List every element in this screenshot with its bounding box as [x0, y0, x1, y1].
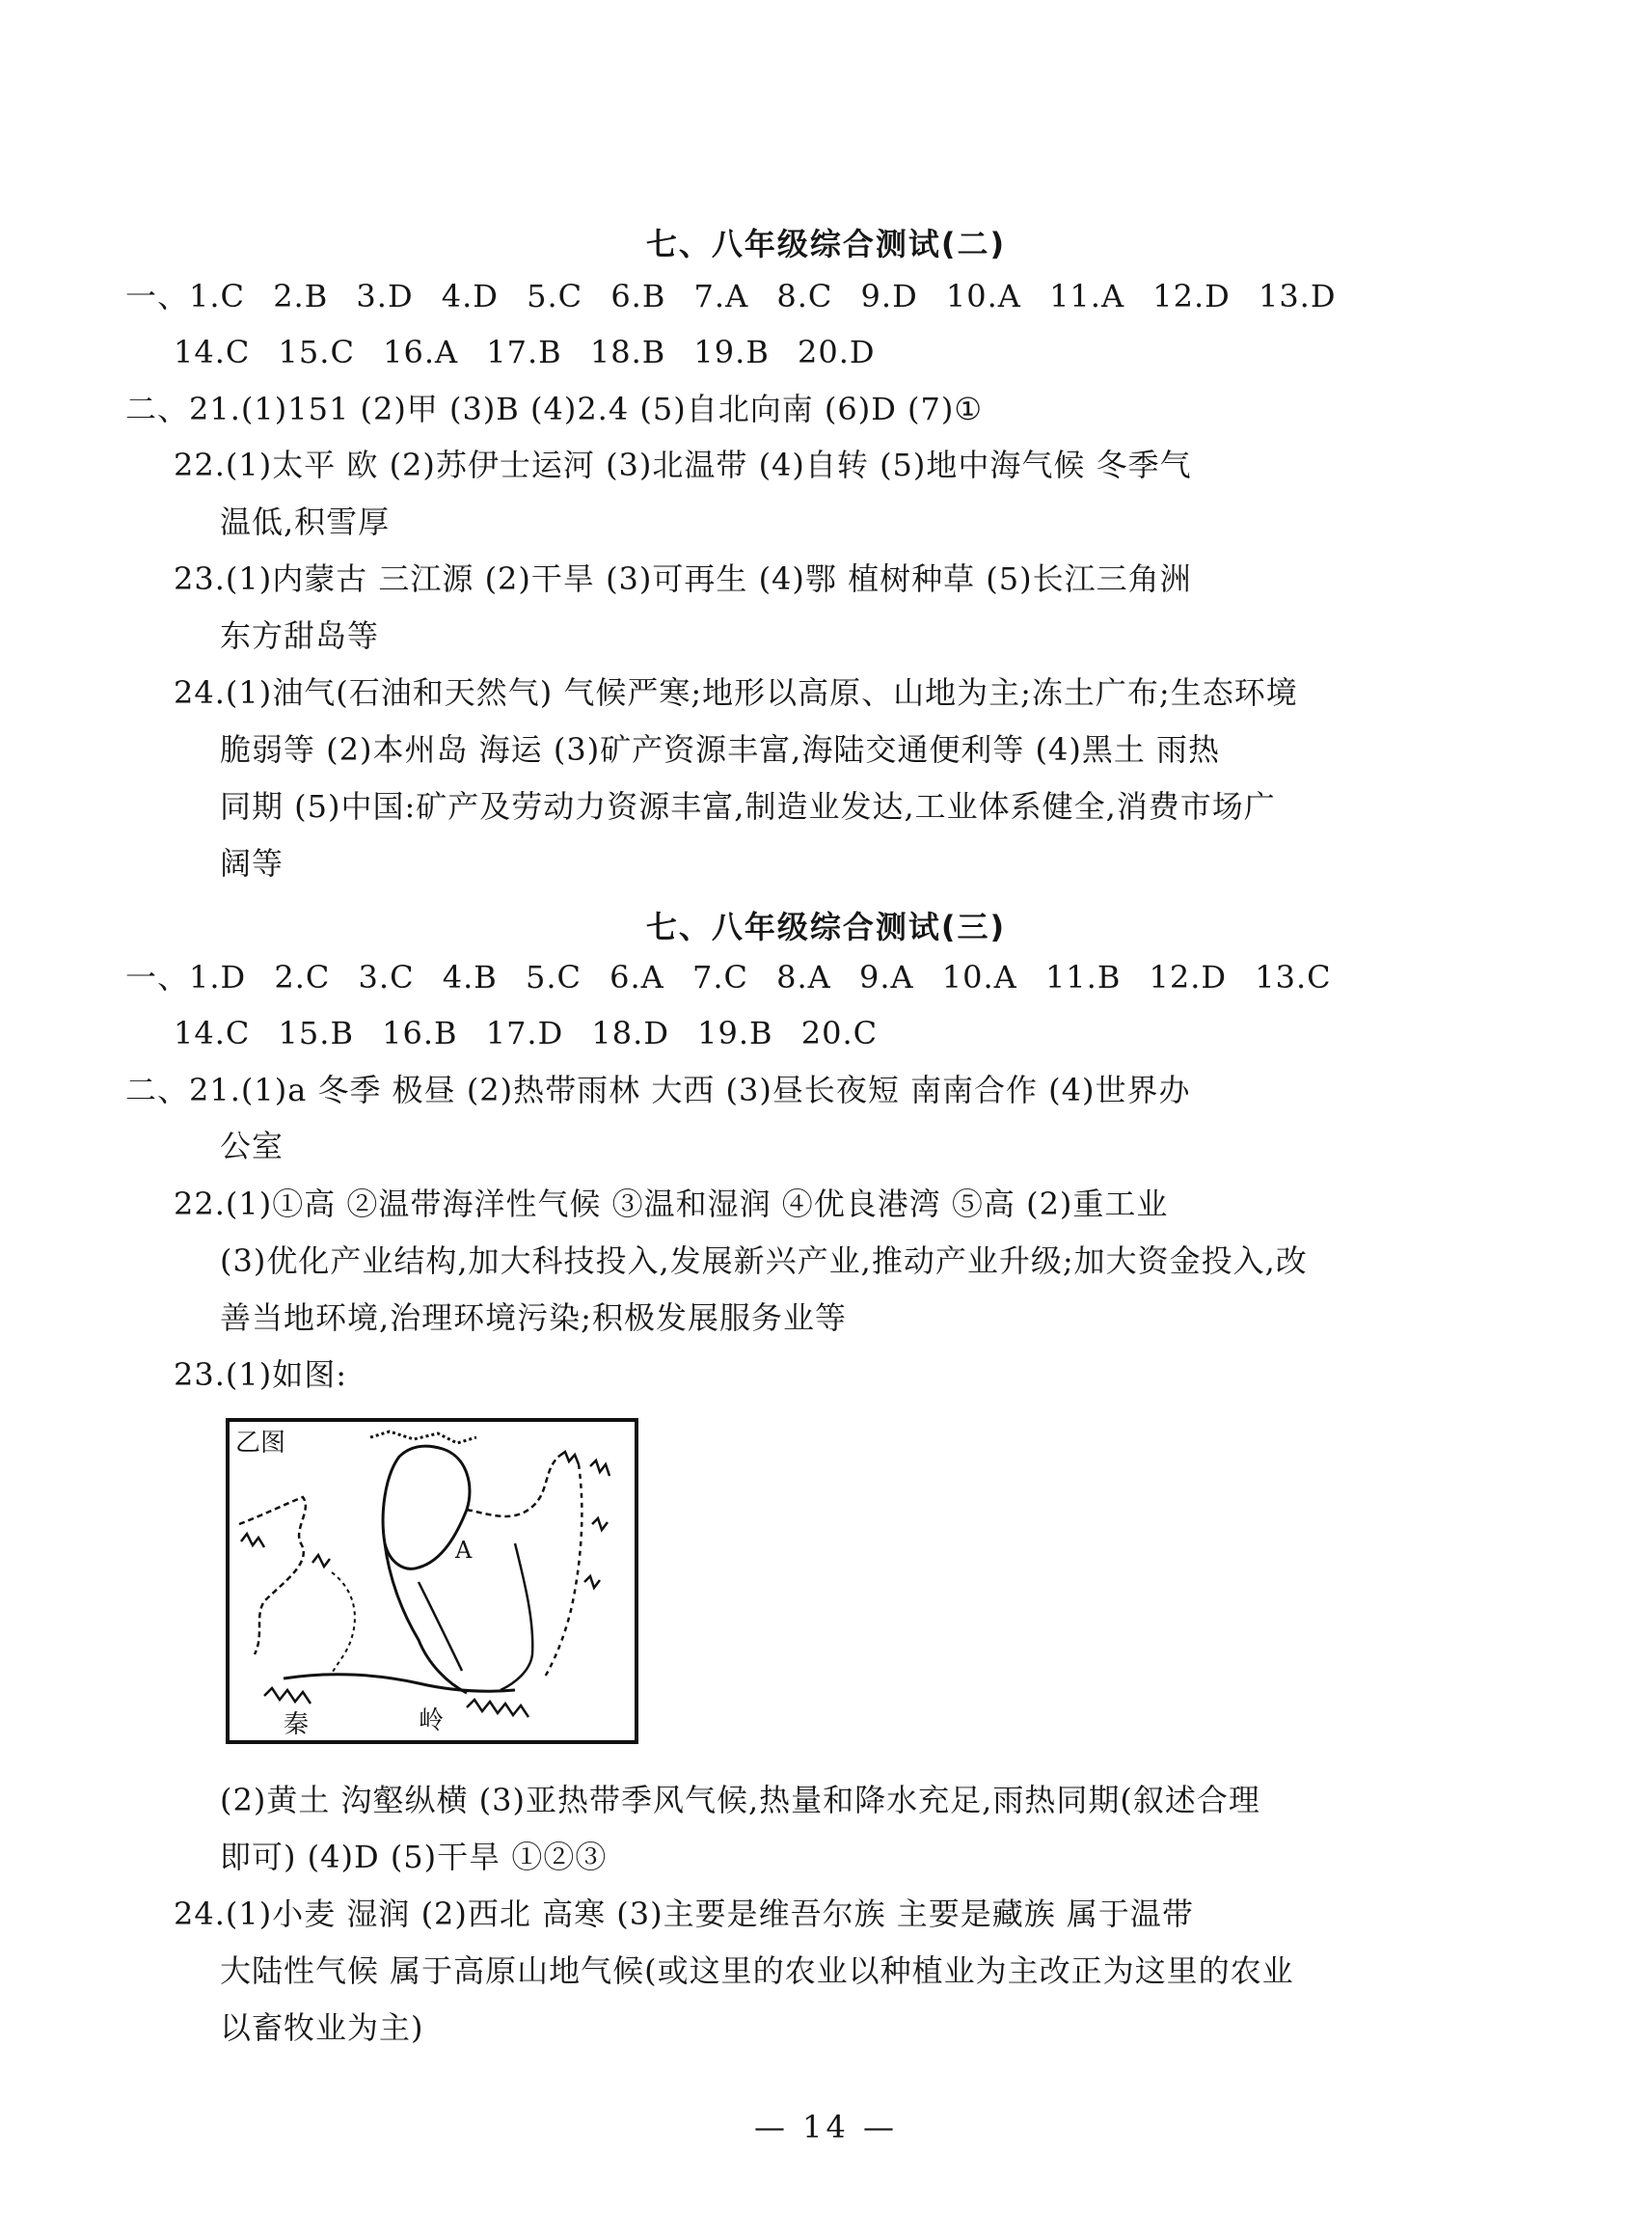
s2-q24-line-1: 24.(1)油气(石油和天然气) 气候严寒;地形以高原、山地为主;冻土广布;生态环境: [174, 674, 1298, 711]
s3-q23-line-1: 23.(1)如图:: [174, 1356, 348, 1393]
s2-q21: 二、21.(1)151 (2)甲 (3)B (4)2.4 (5)自北向南 (6)D (7)①: [125, 391, 984, 427]
s3-q24-line-2: 大陆性气候 属于高原山地气候(或这里的农业以种植业为主改正为这里的农业: [220, 1952, 1294, 1989]
map-label-qin: 秦: [284, 1710, 310, 1739]
s2-q24-line-4: 阔等: [220, 845, 284, 882]
map-label-ling: 岭: [419, 1706, 445, 1735]
s3-q23-line-2: (2)黄土 沟壑纵横 (3)亚热带季风气候,热量和降水充足,雨热同期(叙述合理: [220, 1782, 1260, 1818]
s3-mcq-line-2: 14.C 15.B 16.B 17.D 18.D 19.B 20.C: [174, 1015, 879, 1051]
s2-mcq-line-1: 一、1.C 2.B 3.D 4.D 5.C 6.B 7.A 8.C 9.D 10.A 11.A 12.D 13.D: [125, 278, 1337, 314]
s2-q23-line-1: 23.(1)内蒙古 三江源 (2)干旱 (3)可再生 (4)鄂 植树种草 (5)长江三角洲: [174, 560, 1192, 597]
section-title-test-3: 七、八年级综合测试(三): [645, 909, 1007, 945]
s2-q22-line-2: 温低,积雪厚: [220, 504, 391, 540]
s2-q22-line-1: 22.(1)太平 欧 (2)苏伊士运河 (3)北温带 (4)自转 (5)地中海气候 冬季气: [174, 447, 1192, 483]
s2-q24-line-3: 同期 (5)中国:矿产及劳动力资源丰富,制造业发达,工业体系健全,消费市场广: [220, 788, 1276, 825]
map-label: 乙图: [235, 1429, 286, 1458]
s3-mcq-line-1: 一、1.D 2.C 3.C 4.B 5.C 6.A 7.C 8.A 9.A 10.A 11.B 12.D 13.C: [125, 959, 1332, 996]
s3-q22-line-3: 善当地环境,治理环境污染;积极发展服务业等: [220, 1299, 847, 1336]
s3-q24-line-1: 24.(1)小麦 湿润 (2)西北 高寒 (3)主要是维吾尔族 主要是藏族 属于温带: [174, 1896, 1194, 1932]
s2-q24-line-2: 脆弱等 (2)本州岛 海运 (3)矿产资源丰富,海陆交通便利等 (4)黑土 雨热: [220, 731, 1221, 768]
loess-plateau-map: [226, 1418, 638, 1744]
loess-plateau-map-figure: [226, 1418, 638, 1744]
s2-mcq-line-2: 14.C 15.C 16.A 17.B 18.B 19.B 20.D: [174, 334, 876, 370]
section-title-test-2: 七、八年级综合测试(二): [645, 226, 1007, 262]
s3-q22-line-1: 22.(1)①高 ②温带海洋性气候 ③温和湿润 ④优良港湾 ⑤高 (2)重工业: [174, 1186, 1169, 1222]
s3-q21-line-1: 二、21.(1)a 冬季 极昼 (2)热带雨林 大西 (3)昼长夜短 南南合作 (4)世界办: [125, 1072, 1191, 1108]
page-number: — 14 —: [753, 2109, 899, 2145]
s3-q22-line-2: (3)优化产业结构,加大科技投入,发展新兴产业,推动产业升级;加大资金投入,改: [220, 1242, 1308, 1279]
s3-q21-line-2: 公室: [220, 1128, 284, 1164]
s2-q23-line-2: 东方甜岛等: [220, 617, 380, 654]
s3-q23-line-3: 即可) (4)D (5)干旱 ①②③: [220, 1839, 608, 1875]
map-point-a: A: [455, 1537, 473, 1564]
s3-q24-line-3: 以畜牧业为主): [220, 2009, 424, 2046]
